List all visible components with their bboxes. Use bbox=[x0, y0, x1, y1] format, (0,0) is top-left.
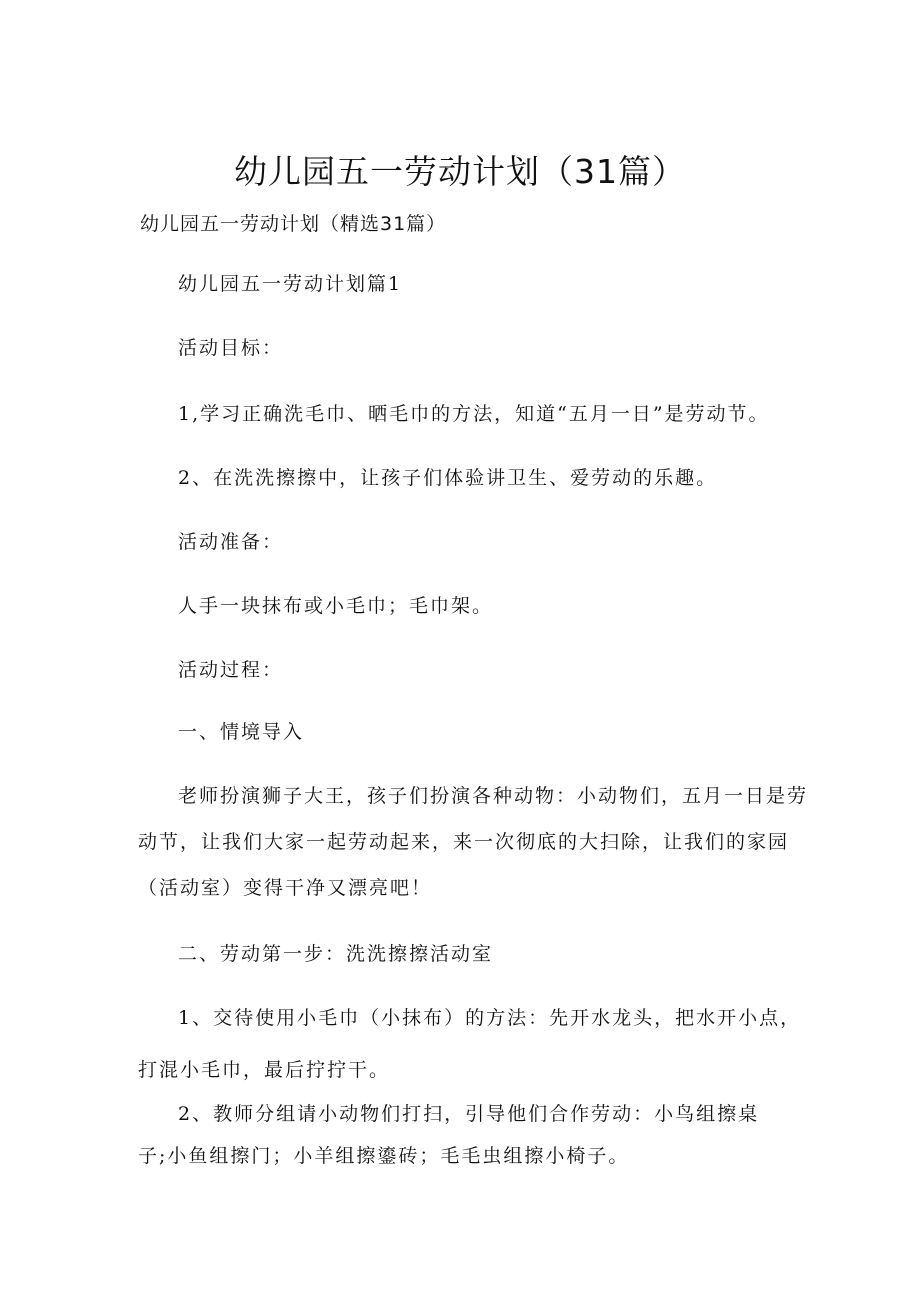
document-title: 幼儿园五一劳动计划（31篇） bbox=[234, 152, 686, 191]
paragraph-line: 子;小鱼组擦门；小羊组擦鎏砖；毛毛虫组擦小椅子。 bbox=[138, 1145, 630, 1167]
goal-item-1: 1,学习正确洗毛巾、晒毛巾的方法，知道“五月一日”是劳动节。 bbox=[178, 403, 770, 425]
paragraph-line: （活动室）变得干净又漂亮吧！ bbox=[138, 877, 433, 899]
prep-heading: 活动准备： bbox=[178, 531, 284, 553]
paragraph-line: 老师扮演狮子大王，孩子们扮演各种动物：小动物们，五月一日是劳 bbox=[178, 785, 809, 807]
goal-heading: 活动目标： bbox=[178, 337, 284, 359]
paragraph-line: 动节，让我们大家一起劳动起来，来一次彻底的大扫除，让我们的家园 bbox=[138, 831, 790, 853]
goal-item-2: 2、在洗洗擦擦中，让孩子们体验讲卫生、爱劳动的乐趣。 bbox=[178, 467, 718, 489]
step2-heading: 二、劳动第一步：洗洗擦擦活动室 bbox=[178, 943, 494, 965]
document-subtitle: 幼儿园五一劳动计划（精选31篇） bbox=[140, 213, 447, 235]
paragraph-line: 打混小毛巾，最后拧拧干。 bbox=[138, 1059, 391, 1081]
paragraph-line: 1、交待使用小毛巾（小抹布）的方法：先开水龙头，把水开小点， bbox=[178, 1007, 802, 1029]
section-heading: 幼儿园五一劳动计划篇1 bbox=[178, 273, 403, 295]
paragraph-line: 2、教师分组请小动物们打扫，引导他们合作劳动：小鸟组擦桌 bbox=[178, 1103, 760, 1125]
step1-heading: 一、情境导入 bbox=[178, 721, 305, 743]
process-heading: 活动过程： bbox=[178, 659, 284, 681]
prep-text: 人手一块抹布或小毛巾；毛巾架。 bbox=[178, 595, 494, 617]
